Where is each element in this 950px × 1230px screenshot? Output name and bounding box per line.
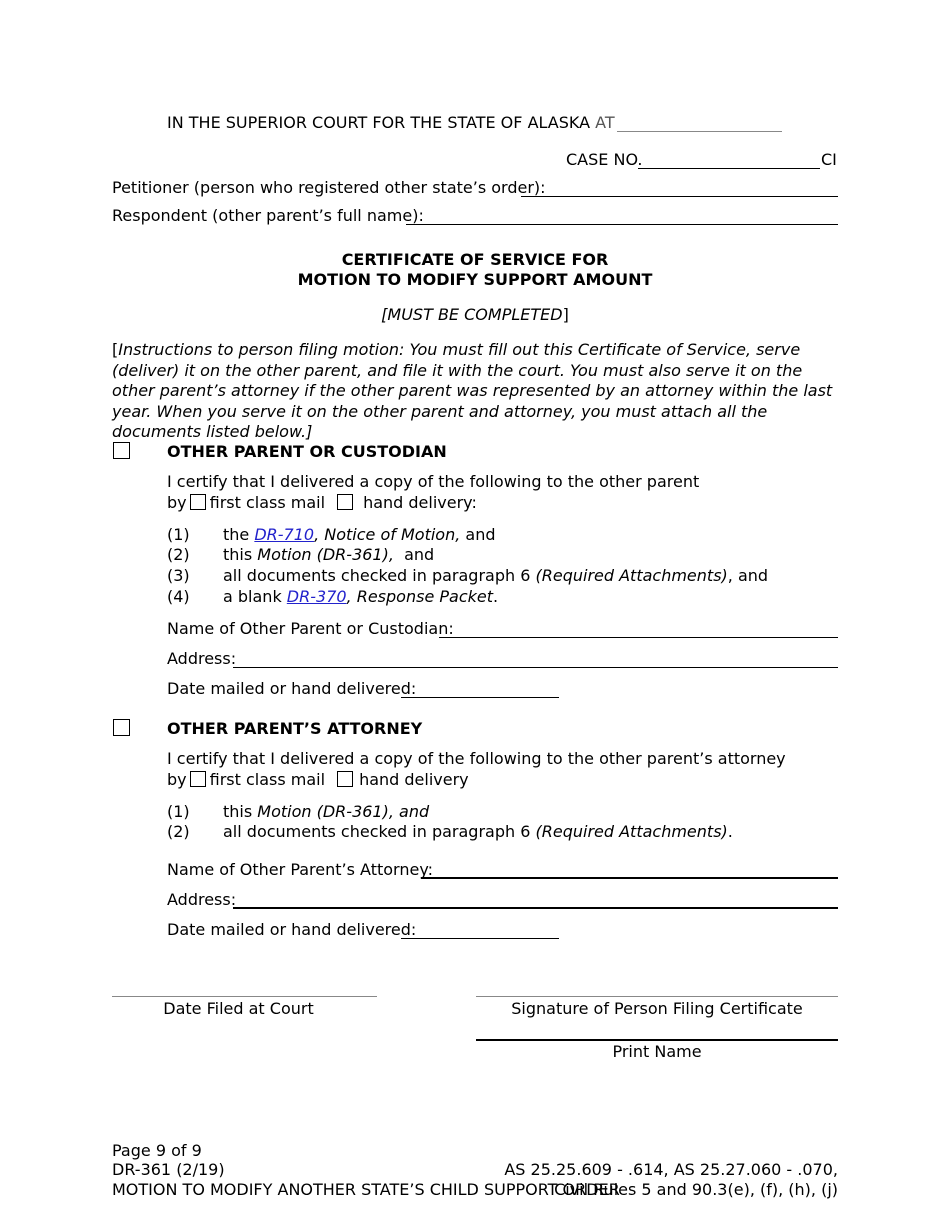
section2-mail-checkbox[interactable] xyxy=(190,771,206,787)
s2i2c: . xyxy=(727,822,733,841)
print-name-line[interactable] xyxy=(476,1021,838,1041)
dr-710-link[interactable]: DR-710 xyxy=(254,525,315,544)
s2i1b: Motion (DR-361), and xyxy=(257,802,430,821)
instructions-text: Instructions to person filing motion: You must fill out this Certificate of Service, serve (deliver) it on the other parent, and file it with the court. You must also serve it on the other parent’s attorney if the other parent was represented by an attorney within the last year. When you serve it on the other parent and attorney, you must attach all the documents listed below.] xyxy=(112,340,833,442)
court-caption xyxy=(167,113,615,133)
section1-item3 xyxy=(223,566,768,586)
print-name-label: Print Name xyxy=(612,1042,702,1061)
section2-name-field[interactable] xyxy=(421,859,838,879)
attorney-checkbox[interactable] xyxy=(113,719,130,736)
form-title-line1: CERTIFICATE OF SERVICE FOR xyxy=(341,250,609,269)
s1i1c: and xyxy=(460,525,496,544)
s1i4a: a blank xyxy=(223,587,287,606)
footer-statute: AS 25.25.609 - .614, AS 25.27.060 - .070, xyxy=(504,1160,838,1179)
form-title-line2: MOTION TO MODIFY SUPPORT AMOUNT xyxy=(297,270,653,289)
must-be-completed xyxy=(112,305,838,325)
section2-item1 xyxy=(223,802,429,822)
section2-date-field[interactable] xyxy=(401,920,559,939)
section1-address-field[interactable] xyxy=(233,649,838,668)
section1-date-field[interactable] xyxy=(401,679,559,698)
s1i3b: (Required Attachments) xyxy=(535,566,728,585)
s1i1b: , Notice of Motion, xyxy=(314,525,461,544)
section1-date-label: Date mailed or hand delivered: xyxy=(167,679,417,698)
s2i2a: all documents checked in paragraph 6 xyxy=(223,822,536,841)
section1-address-label: Address: xyxy=(167,649,237,668)
section2-name-label: Name of Other Parent’s Attorney: xyxy=(167,860,434,879)
section2-delivery-method xyxy=(167,770,469,790)
section1-mail-label: first class mail xyxy=(209,493,326,512)
must-be-completed-close: ] xyxy=(562,305,569,324)
section1-name-label: Name of Other Parent or Custodian: xyxy=(167,619,454,638)
section1-item2 xyxy=(223,545,434,565)
case-number-field[interactable] xyxy=(638,150,820,169)
section1-name-field[interactable] xyxy=(439,619,838,638)
form-number: DR-361 (2/19) xyxy=(112,1160,225,1179)
section1-delivery-method xyxy=(167,493,477,513)
section2-hand-checkbox[interactable] xyxy=(337,771,353,787)
section2-hand-label: hand delivery xyxy=(359,770,469,789)
respondent-field[interactable] xyxy=(406,206,838,225)
section2-certify: I certify that I delivered a copy of the following to the other parent’s attorney xyxy=(167,749,786,768)
date-filed-line[interactable] xyxy=(112,978,377,997)
respondent-label: Respondent (other parent’s full name): xyxy=(112,206,424,225)
s1i2b: Motion (DR-361), xyxy=(257,545,394,564)
instructions-bracket: [ xyxy=(112,340,119,359)
section2-item2-number: (2) xyxy=(167,822,190,841)
section2-address-field[interactable] xyxy=(233,889,838,909)
footer-form-title: MOTION TO MODIFY ANOTHER STATE’S CHILD SUPPORT ORDER xyxy=(112,1180,620,1199)
section2-mail-label: first class mail xyxy=(209,770,326,789)
dr-370-link[interactable]: DR-370 xyxy=(286,587,347,606)
s1i2c: and xyxy=(393,545,435,564)
court-caption-text: IN THE SUPERIOR COURT FOR THE STATE OF ALASKA xyxy=(167,113,591,132)
s1i2a: this xyxy=(223,545,258,564)
section1-item4-number: (4) xyxy=(167,587,190,606)
section1-item1 xyxy=(223,525,496,545)
s2i1a: this xyxy=(223,802,258,821)
section2-item2 xyxy=(223,822,733,842)
section1-mail-checkbox[interactable] xyxy=(190,494,206,510)
s1i3c: , and xyxy=(727,566,769,585)
section1-by: by xyxy=(167,493,187,512)
s1i1a: the xyxy=(223,525,255,544)
section1-item4 xyxy=(223,587,498,607)
petitioner-label: Petitioner (person who registered other state’s order): xyxy=(112,178,546,197)
case-suffix: CI xyxy=(821,150,837,169)
case-number-label: CASE NO. xyxy=(566,150,643,169)
section2-address-label: Address: xyxy=(167,890,237,909)
other-parent-checkbox[interactable] xyxy=(113,442,130,459)
section2-by: by xyxy=(167,770,187,789)
s1i4c: . xyxy=(493,587,499,606)
instructions xyxy=(112,340,842,443)
section2-date-label: Date mailed or hand delivered: xyxy=(167,920,417,939)
s1i4b: , Response Packet xyxy=(346,587,493,606)
court-at-label: AT xyxy=(595,113,615,132)
section1-item1-number: (1) xyxy=(167,525,190,544)
section1-certify: I certify that I delivered a copy of the following to the other parent xyxy=(167,472,700,491)
petitioner-field[interactable] xyxy=(521,178,838,197)
footer-rules: Civil Rules 5 and 90.3(e), (f), (h), (j) xyxy=(554,1180,838,1199)
must-be-completed-text: [MUST BE COMPLETED xyxy=(381,305,563,324)
section2-item1-number: (1) xyxy=(167,802,190,821)
date-filed-label: Date Filed at Court xyxy=(163,999,314,1018)
s2i2b: (Required Attachments) xyxy=(535,822,728,841)
section1-hand-checkbox[interactable] xyxy=(337,494,353,510)
section1-hand-label: hand delivery: xyxy=(363,493,477,512)
s1i3a: all documents checked in paragraph 6 xyxy=(223,566,536,585)
section2-heading: OTHER PARENT’S ATTORNEY xyxy=(167,719,423,738)
section1-item2-number: (2) xyxy=(167,545,190,564)
section1-item3-number: (3) xyxy=(167,566,190,585)
court-location-field[interactable] xyxy=(617,113,782,132)
page-number: Page 9 of 9 xyxy=(112,1141,202,1160)
signature-label: Signature of Person Filing Certificate xyxy=(511,999,803,1018)
signature-line[interactable] xyxy=(476,978,838,997)
section1-heading: OTHER PARENT OR CUSTODIAN xyxy=(167,442,447,461)
